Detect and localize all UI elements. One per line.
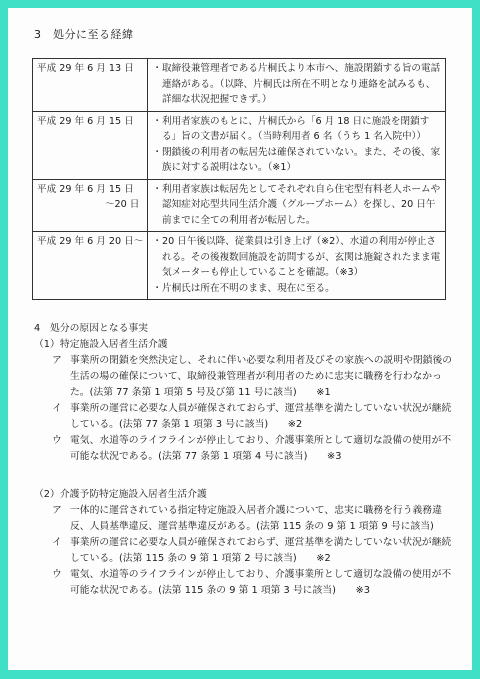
list-item: ウ 電気、水道等のライフラインが停止しており、介護事業所として適切な設備の使用が不可能な状況である。(法第 77 条第 1 項第 4 号に該当) ※3 [52,435,452,462]
event-cell [148,232,446,300]
event-cell [148,179,446,232]
event-item: ・ 取締役兼管理者である片桐氏より本市へ、施設閉鎖する旨の電話連絡がある。（以降、片桐氏は所在不明となり連絡を試みるも、詳細な状況把握できず。） [152,63,441,105]
date-cell: 平成 29 年 6 月 15 日 [33,111,148,179]
section4 [34,321,454,599]
document-page [8,8,472,670]
subsection-heading: （1）特定施設入居者生活介護 [34,339,168,350]
date-cell: 平成 29 年 6 月 13 日 [33,59,148,112]
subsection-heading: （2）介護予防特定施設入居者生活介護 [34,489,207,500]
table-row [33,111,446,179]
table-row [33,232,446,300]
list-item: イ 事業所の運営に必要な人員が確保されておらず、運営基準を満たしていない状況が継続している。(法第 77 条第 1 項第 3 号に該当) ※2 [52,403,452,430]
section3-title: 3 処分に至る経緯 [34,28,134,41]
list-item: ア 事業所の閉鎖を突然決定し、それに伴い必要な利用者及びその家族への説明や閉鎖後の生活の場の確保について、取締役兼管理者が利用者のために忠実に職務を行わなかった。(法第 77 条第 1 項第 5 号及び第 11 号に該当) ※1 [52,355,453,398]
event-cell [148,59,446,112]
list-item: イ 事業所の運営に必要な人員が確保されておらず、運営基準を満たしていない状況が継続している。(法第 115 条の 9 第 1 項第 2 号に該当) ※2 [52,537,452,564]
timeline-table [32,58,446,300]
table-row [33,179,446,232]
list-item: ア 一体的に運営されている指定特定施設入居者介護について、忠実に職務を行う義務違反、人員基準違反、運営基準違反がある。(法第 115 条の 9 第 1 項第 9 号に該当) [52,505,442,532]
section4-title: 4 処分の原因となる事実 [34,323,148,334]
date-cell: 平成 29 年 6 月 20 日～ [33,232,148,300]
table-row [33,59,446,112]
event-item: ・ 閉鎖後の利用者の転居先は確保されていない。また、その後、家族に対する説明はない。（※1） [152,146,441,173]
event-item: ・ 20 日午後以降、従業員は引き上げ（※2）、水道の利用が停止される。その後複数回施設を訪問するが、玄関は施錠されたまま電気メーターも停止していることを確認。（※3） [152,236,441,278]
date-cell: 平成 29 年 6 月 15 日 ～20 日 [33,179,148,232]
list-item: ウ 電気、水道等のライフラインが停止しており、介護事業所として適切な設備の使用が不可能な状況である。(法第 115 条の 9 第 1 項第 3 号に該当) ※3 [52,569,452,596]
event-item: ・ 利用者家族は転居先としてそれぞれ自ら住宅型有料老人ホームや認知症対応型共同生活介護（グループホーム）を探し、20 日午前までに全ての利用者が転居した。 [152,183,441,226]
event-item: ・ 利用者家族のもとに、片桐氏から「6 月 18 日に施設を閉鎖する」旨の文書が届く。（当時利用者 6 名（うち 1 名入院中）） [152,115,430,142]
event-item: ・ 片桐氏は所在不明のまま、現在に至る。 [152,282,335,294]
event-cell [148,111,446,179]
